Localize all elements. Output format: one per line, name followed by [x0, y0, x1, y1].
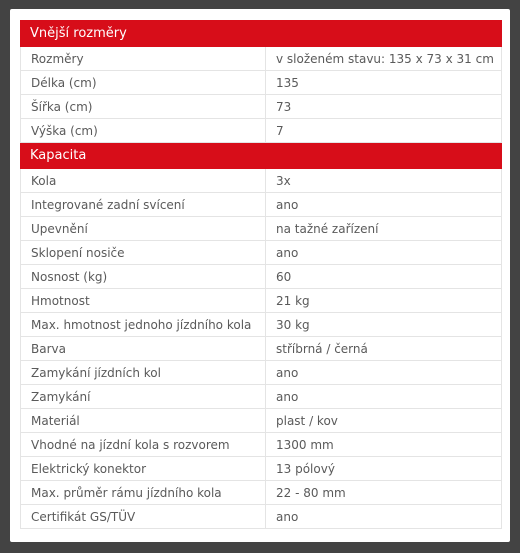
spec-row: [21, 169, 502, 193]
spec-row: [21, 95, 502, 119]
spec-row: [21, 433, 502, 457]
spec-label: Výška (cm): [21, 119, 266, 143]
spec-label: Elektrický konektor: [21, 457, 266, 481]
spec-row: [21, 119, 502, 143]
section-title: Kapacita: [21, 143, 502, 169]
spec-row: [21, 361, 502, 385]
spec-label: Max. hmotnost jednoho jízdního kola: [21, 313, 266, 337]
spec-row: [21, 481, 502, 505]
spec-label: Materiál: [21, 409, 266, 433]
spec-row: [21, 241, 502, 265]
spec-value: 1300 mm: [266, 433, 502, 457]
spec-table: [20, 20, 502, 529]
section-header: [21, 143, 502, 169]
section-header: [21, 21, 502, 47]
spec-row: [21, 265, 502, 289]
spec-row: [21, 289, 502, 313]
spec-value: 135: [266, 71, 502, 95]
spec-value: na tažné zařízení: [266, 217, 502, 241]
spec-value: ano: [266, 361, 502, 385]
spec-card: [10, 9, 510, 542]
spec-value: 21 kg: [266, 289, 502, 313]
spec-row: [21, 47, 502, 71]
spec-row: [21, 385, 502, 409]
spec-value: v složeném stavu: 135 x 73 x 31 cm: [266, 47, 502, 71]
spec-label: Rozměry: [21, 47, 266, 71]
spec-value: ano: [266, 193, 502, 217]
spec-row: [21, 71, 502, 95]
spec-label: Certifikát GS/TÜV: [21, 505, 266, 529]
spec-row: [21, 409, 502, 433]
spec-label: Vhodné na jízdní kola s rozvorem: [21, 433, 266, 457]
spec-label: Zamykání: [21, 385, 266, 409]
spec-value: 7: [266, 119, 502, 143]
spec-label: Upevnění: [21, 217, 266, 241]
spec-row: [21, 217, 502, 241]
spec-value: stříbrná / černá: [266, 337, 502, 361]
spec-value: ano: [266, 385, 502, 409]
spec-value: ano: [266, 505, 502, 529]
spec-label: Barva: [21, 337, 266, 361]
spec-value: 73: [266, 95, 502, 119]
spec-value: 60: [266, 265, 502, 289]
spec-label: Hmotnost: [21, 289, 266, 313]
spec-label: Kola: [21, 169, 266, 193]
spec-label: Zamykání jízdních kol: [21, 361, 266, 385]
spec-value: 22 - 80 mm: [266, 481, 502, 505]
spec-row: [21, 457, 502, 481]
spec-value: 30 kg: [266, 313, 502, 337]
spec-label: Integrované zadní svícení: [21, 193, 266, 217]
spec-value: ano: [266, 241, 502, 265]
spec-value: 13 pólový: [266, 457, 502, 481]
spec-label: Max. průměr rámu jízdního kola: [21, 481, 266, 505]
spec-value: 3x: [266, 169, 502, 193]
spec-row: [21, 193, 502, 217]
spec-row: [21, 505, 502, 529]
spec-label: Sklopení nosiče: [21, 241, 266, 265]
spec-label: Délka (cm): [21, 71, 266, 95]
section-title: Vnější rozměry: [21, 21, 502, 47]
spec-row: [21, 337, 502, 361]
spec-table-body: [21, 21, 502, 529]
spec-value: plast / kov: [266, 409, 502, 433]
spec-label: Nosnost (kg): [21, 265, 266, 289]
spec-row: [21, 313, 502, 337]
spec-label: Šířka (cm): [21, 95, 266, 119]
